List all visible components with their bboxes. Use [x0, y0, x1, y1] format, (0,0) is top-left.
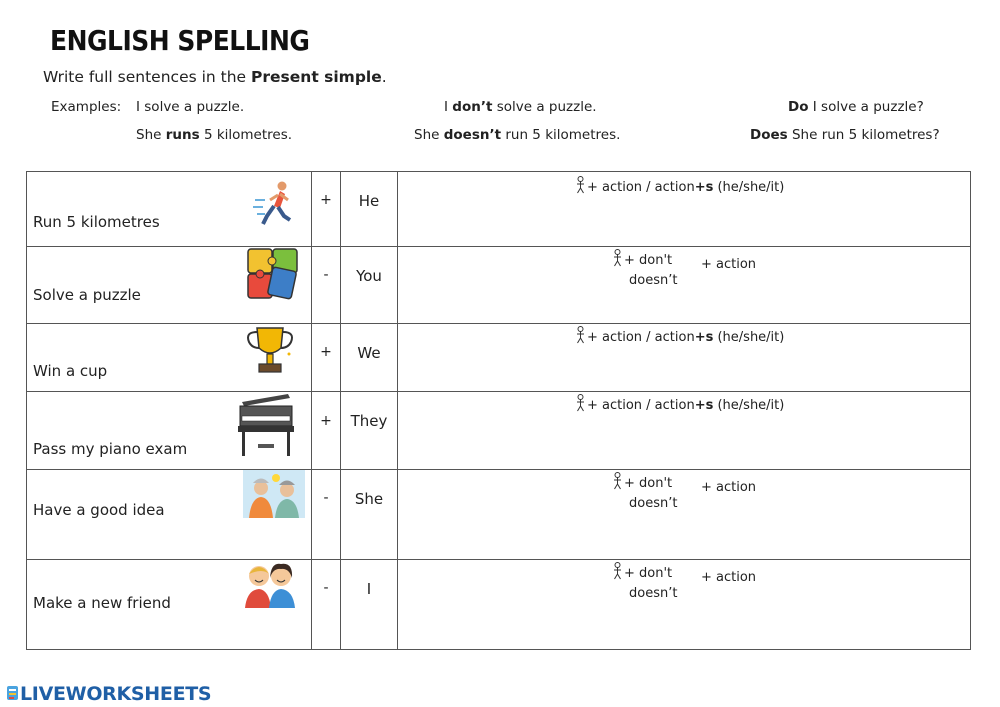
sign-cell [312, 247, 341, 324]
action-label: Win a cup [33, 362, 108, 380]
answer-input[interactable] [398, 324, 971, 392]
action-label: Pass my piano exam [33, 440, 188, 458]
sign-label: + [320, 192, 332, 208]
pronoun-label: I [366, 580, 372, 598]
action-label: Have a good idea [33, 501, 165, 519]
grammar-hint: + don't [613, 472, 672, 491]
grammar-hint: + action / action+s (he/she/it) [576, 176, 784, 195]
pronoun-label: She [354, 490, 384, 508]
examples-label: Examples: [51, 99, 122, 115]
sign-label: - [323, 267, 329, 283]
stick-figure-icon [613, 562, 622, 580]
worksheet-table [26, 171, 971, 650]
answer-input[interactable] [398, 247, 971, 324]
friends-icon [243, 560, 297, 610]
sign-label: + [320, 344, 332, 360]
example-positive-2: She runs 5 kilometres. [136, 127, 293, 143]
answer-input[interactable] [398, 392, 971, 470]
stick-figure-icon [576, 326, 585, 344]
sign-cell [312, 324, 341, 392]
grammar-hint-action: + action [701, 570, 757, 585]
example-negative-1: I don’t solve a puzzle. [444, 99, 597, 115]
table-row [27, 560, 971, 650]
instruction: Write full sentences in the Present simple. [43, 68, 387, 86]
sign-cell [312, 560, 341, 650]
piano-icon [236, 392, 296, 458]
pronoun-cell [341, 172, 398, 247]
sign-label: + [320, 413, 332, 429]
action-cell [27, 392, 312, 470]
example-negative-2: She doesn’t run 5 kilometres. [414, 127, 621, 143]
stick-figure-icon [576, 176, 585, 194]
sign-cell [312, 392, 341, 470]
action-cell [27, 247, 312, 324]
puzzle-icon [246, 247, 300, 301]
grammar-hint-action: + action [701, 480, 757, 495]
example-question-1: Do I solve a puzzle? [788, 99, 924, 115]
page-title: ENGLISH SPELLING [50, 24, 310, 57]
pronoun-label: They [350, 412, 388, 430]
table-row [27, 470, 971, 560]
grammar-hint: + don't [613, 562, 672, 581]
grammar-hint-doesnt: doesn’t [629, 496, 678, 511]
grammar-hint-doesnt: doesn’t [629, 273, 678, 288]
idea-icon [243, 470, 305, 518]
grammar-hint: + action / action+s (he/she/it) [576, 394, 784, 413]
example-question-2: Does She run 5 kilometres? [750, 127, 940, 143]
grammar-hint: + action / action+s (he/she/it) [576, 326, 784, 345]
pronoun-cell [341, 247, 398, 324]
trophy-icon [243, 324, 297, 378]
action-label: Solve a puzzle [33, 286, 141, 304]
liveworksheets-logo [6, 683, 211, 705]
action-cell [27, 470, 312, 560]
stick-figure-icon [576, 394, 585, 412]
grammar-hint-doesnt: doesn’t [629, 586, 678, 601]
sign-cell [312, 172, 341, 247]
stick-figure-icon [613, 249, 622, 267]
table-row [27, 324, 971, 392]
table-row [27, 247, 971, 324]
pronoun-cell [341, 560, 398, 650]
table-row [27, 392, 971, 470]
sign-cell [312, 470, 341, 560]
example-positive-1: I solve a puzzle. [136, 99, 245, 115]
action-cell [27, 324, 312, 392]
pronoun-label: You [356, 267, 382, 285]
grammar-hint: + don't [613, 249, 672, 268]
sign-label: - [323, 490, 329, 506]
pronoun-label: We [357, 344, 381, 362]
pronoun-cell [341, 324, 398, 392]
pronoun-cell [341, 470, 398, 560]
pronoun-cell [341, 392, 398, 470]
stick-figure-icon [613, 472, 622, 490]
answer-input[interactable] [398, 470, 971, 560]
answer-input[interactable] [398, 560, 971, 650]
action-label: Make a new friend [33, 594, 171, 612]
action-label: Run 5 kilometres [33, 213, 160, 231]
liveworksheets-logo-icon [6, 685, 20, 703]
sign-label: - [323, 580, 329, 596]
liveworksheets-brand: LIVEWORKSHEETS [20, 683, 212, 705]
answer-input[interactable] [398, 172, 971, 247]
runner-icon [253, 180, 293, 228]
pronoun-label: He [358, 192, 380, 210]
action-cell [27, 172, 312, 247]
action-cell [27, 560, 312, 650]
table-row [27, 172, 971, 247]
grammar-hint-action: + action [701, 257, 757, 272]
